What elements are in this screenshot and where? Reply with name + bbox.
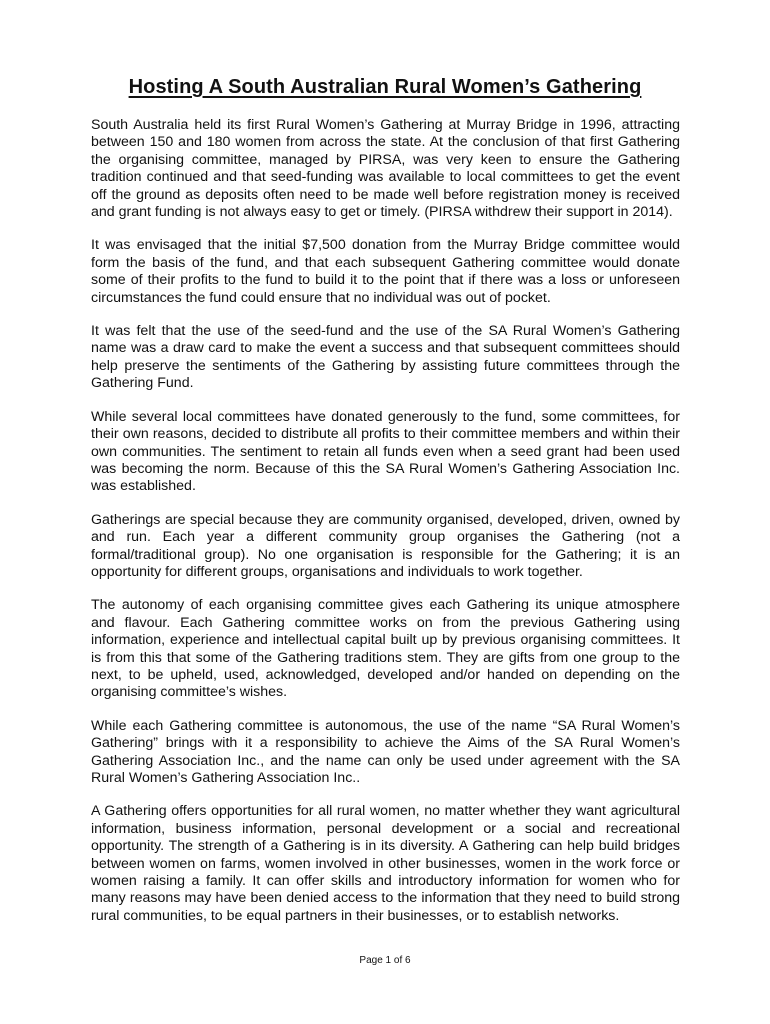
paragraph: While each Gathering committee is autonomous, the use of the name “SA Rural Women’s Gathering” brings with it a responsibility to achieve the Aims of the SA Rural Women’s Gathering Association Inc., and the name can only be used under agreement with the SA Rural Women’s Gathering Association Inc.. bbox=[91, 717, 680, 786]
paragraph: South Australia held its first Rural Women’s Gathering at Murray Bridge in 1996, attracting between 150 and 180 women from across the state. At the conclusion of that first Gathering the organising committee, managed by PIRSA, was very keen to ensure the Gathering tradition continued and that seed-funding was available to local committees to get the event off the ground as deposits often need to be made well before registration money is received and grant funding is not always easy to get or timely. (PIRSA withdrew their support in 2014). bbox=[91, 117, 680, 221]
paragraph: It was felt that the use of the seed-fund and the use of the SA Rural Women’s Gathering name was a draw card to make the event a success and that subsequent committees should help preserve the sentiments of the Gathering by assisting future committees through the Gathering Fund. bbox=[91, 323, 680, 392]
paragraph: Gatherings are special because they are community organised, developed, driven, owned by and run. Each year a different community group organises the Gathering (not a formal/traditional group). No one organisation is responsible for the Gathering; it is an opportunity for different groups, organisations and individuals to work together. bbox=[91, 511, 680, 580]
paragraph: While several local committees have donated generously to the fund, some committees, for their own reasons, decided to distribute all profits to their committee members and within their own communities. The sentiment to retain all funds even when a seed grant had been used was becoming the norm. Because of this the SA Rural Women’s Gathering Association Inc. was established. bbox=[91, 408, 680, 495]
page-number-footer: Page 1 of 6 bbox=[359, 955, 411, 966]
document-title: Hosting A South Australian Rural Women’s Gathering bbox=[128, 76, 642, 98]
paragraph: A Gathering offers opportunities for all rural women, no matter whether they want agricultural information, business information, personal development or a social and recreational opportunity. The strength of a Gathering is in its diversity. A Gathering can help build bridges between women on farms, women involved in other businesses, women in the work force or women raising a family. It can offer skills and introductory information for women who for many reasons may have been denied access to the information that they need to build strong rural communities, to be equal partners in their businesses, or to establish networks. bbox=[91, 803, 680, 924]
paragraph: The autonomy of each organising committee gives each Gathering its unique atmosphere and flavour. Each Gathering committee works on from the previous Gathering using information, experience and intellectual capital built up by previous organising committees. It is from this that some of the Gathering traditions stem. They are gifts from one group to the next, to be upheld, used, acknowledged, developed and/or handed on depending on the organising committee’s wishes. bbox=[91, 597, 680, 701]
document-body bbox=[91, 117, 680, 941]
paragraph: It was envisaged that the initial $7,500 donation from the Murray Bridge committee would form the basis of the fund, and that each subsequent Gathering committee would donate some of their profits to the fund to build it to the point that if there was a loss or unforeseen circumstances the fund could ensure that no individual was out of pocket. bbox=[91, 237, 680, 306]
